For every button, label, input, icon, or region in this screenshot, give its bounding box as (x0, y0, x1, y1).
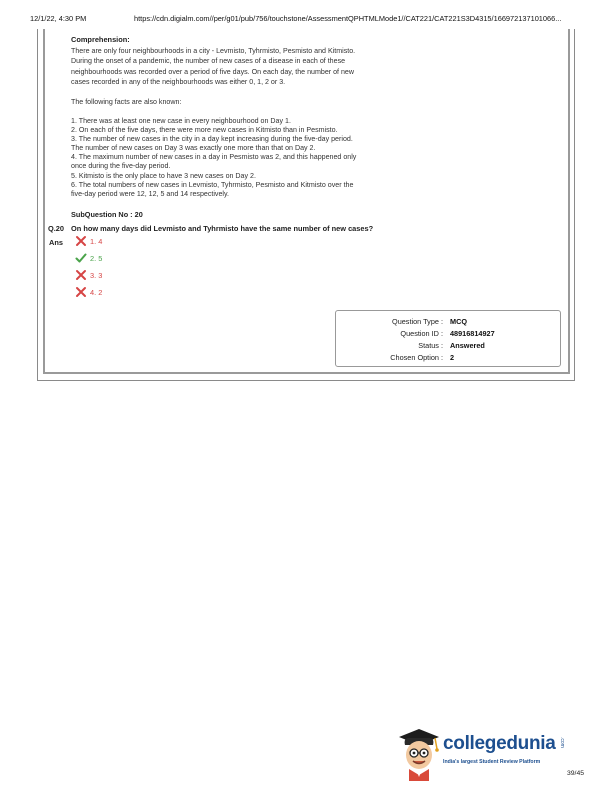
fact-line: five-day period were 12, 12, 5 and 14 respectively. (71, 189, 229, 198)
option-2[interactable] (75, 252, 102, 264)
meta-key: Chosen Option : (390, 353, 443, 362)
intro-line: cases recorded in any of the neighbourhoods was either 0, 1, 2 or 3. (71, 77, 286, 86)
brand-tagline: India's largest Student Review Platform (443, 759, 541, 765)
print-datetime: 12/1/22, 4:30 PM (30, 14, 87, 23)
brand-name: collegedunia (443, 733, 556, 754)
cross-icon (75, 269, 87, 281)
question-text: On how many days did Levmisto and Tyhrmisto have the same number of new cases? (71, 224, 374, 233)
meta-key: Status : (418, 341, 443, 350)
fact-line: 2. On each of the five days, there were more new cases in Kitmisto than in Pesmisto. (71, 126, 338, 135)
option-label: 4. 2 (90, 287, 103, 297)
brand-dotcom: .com (559, 737, 565, 748)
fact-line: The number of new cases on Day 3 was exactly one more than that on Day 2. (71, 144, 316, 153)
answer-label: Ans (49, 238, 63, 247)
cross-icon (75, 286, 87, 298)
meta-status (336, 341, 560, 352)
fact-line: 6. The total numbers of new cases in Levmisto, Tyhrmisto, Pesmisto and Kitmisto over the (71, 180, 354, 189)
mascot-icon (395, 723, 443, 781)
meta-value: MCQ (450, 317, 468, 326)
intro-line: There are only four neighbourhoods in a city - Levmisto, Tyhrmisto, Pesmisto and Kitmisto. (71, 47, 356, 55)
collegedunia-logo (395, 723, 575, 781)
option-4[interactable] (75, 286, 102, 298)
fact-line: 4. The maximum number of new cases in a day in Pesmisto was 2, and this happened only (71, 153, 357, 162)
question-number: Q.20 (48, 224, 65, 233)
option-1[interactable] (75, 235, 102, 247)
page-number: 39/45 (567, 770, 585, 777)
option-label: 3. 3 (90, 270, 103, 280)
comprehension-intro (71, 46, 411, 87)
intro-line: During the onset of a pandemic, the number of new cases of a disease in each of these (71, 57, 346, 66)
meta-value: 2 (450, 353, 455, 362)
fact-line: 3. The number of new cases in the city in a day kept increasing during the five-day period. (71, 135, 353, 144)
print-url[interactable]: https://cdn.digialm.com//per/g01/pub/756/touchstone/AssessmentQPHTMLMode1//CAT221/CAT221S3D4315/166972137101066... (134, 14, 562, 23)
facts-intro: The following facts are also known: (71, 98, 182, 106)
subquestion-number: SubQuestion No : 20 (71, 210, 143, 219)
fact-line: 5. Kitmisto is the only place to have 3 new cases on Day 2. (71, 171, 256, 180)
option-label: 1. 4 (90, 236, 103, 246)
meta-value: Answered (450, 341, 485, 350)
meta-value: 48916814927 (450, 329, 495, 338)
option-label: 2. 5 (90, 253, 103, 263)
fact-line: 1. There was at least one new case in every neighbourhood on Day 1. (71, 117, 291, 125)
facts-list (71, 117, 411, 199)
question-meta-box (335, 310, 561, 367)
check-icon (75, 252, 87, 264)
fact-line: once during the five-day period. (71, 162, 171, 171)
cross-icon (75, 235, 87, 247)
option-3[interactable] (75, 269, 102, 281)
comprehension-title: Comprehension: (71, 35, 130, 44)
meta-key: Question ID : (400, 329, 443, 338)
meta-question-id (336, 329, 560, 340)
browser-print-header (14, 14, 598, 26)
meta-question-type (336, 317, 560, 328)
meta-chosen-option (336, 353, 560, 364)
meta-key: Question Type : (392, 317, 443, 326)
intro-line: neighbourhoods was recorded over a period of five days. On each day, the number of new (71, 67, 355, 76)
